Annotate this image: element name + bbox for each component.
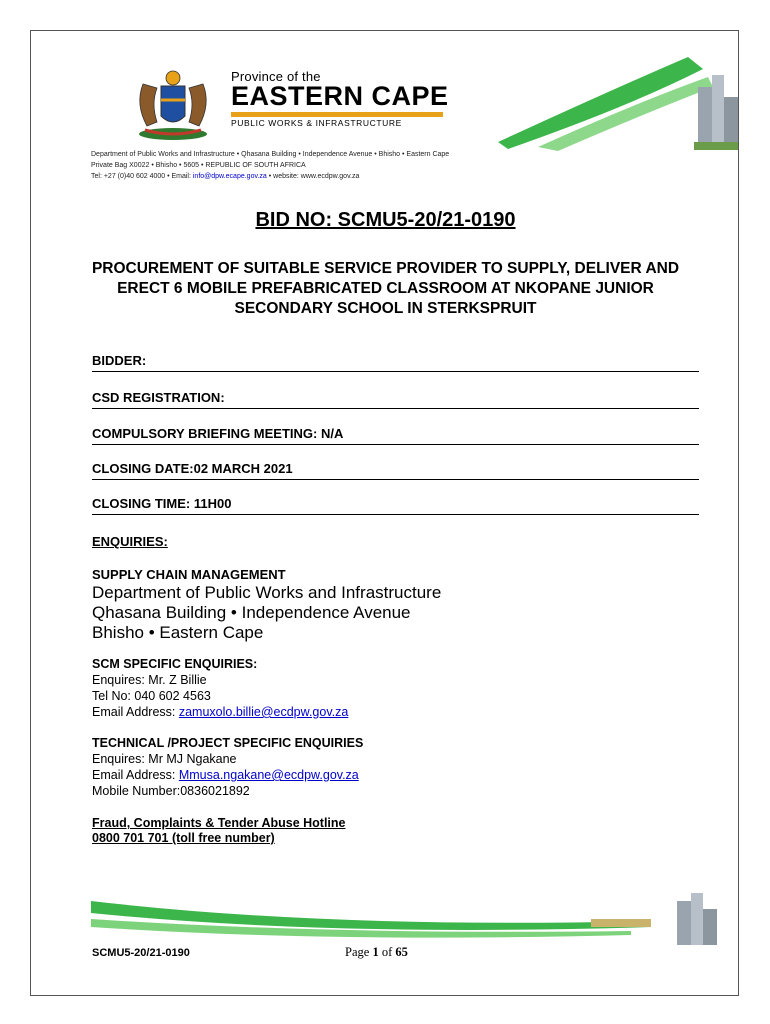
scm-specific-block	[92, 672, 348, 720]
fraud-hotline-number: 0800 701 701 (toll free number)	[92, 831, 275, 845]
dept-line-2: Qhasana Building • Independence Avenue	[92, 603, 411, 622]
procurement-title: PROCUREMENT OF SUITABLE SERVICE PROVIDER TO SUPPLY, DELIVER AND ERECT 6 MOBILE PREFABRICATED CLASSROOM AT NKOPANE JUNIOR SECONDARY SCHOOL IN STERKSPRUIT	[91, 260, 680, 317]
logo-eastern-cape-text: EASTERN CAPE	[231, 81, 449, 111]
enquiries-heading: ENQUIRIES:	[92, 534, 168, 549]
tech-email-link[interactable]: Mmusa.ngakane@ecdpw.gov.za	[178, 768, 359, 782]
address-website-text: • website: www.ecdpw.gov.za	[266, 173, 360, 180]
technical-block	[92, 751, 359, 799]
bidder-field: BIDDER:	[92, 353, 699, 372]
fraud-hotline	[92, 816, 346, 846]
department-address	[91, 149, 449, 182]
scm-email-line	[92, 704, 348, 720]
page-current: 1	[372, 945, 379, 959]
dept-line-1: Department of Public Works and Infrastructure	[92, 583, 442, 602]
closing-time-field: CLOSING TIME: 11H00	[92, 496, 699, 515]
page-prefix: Page	[345, 945, 373, 959]
scm-email-link[interactable]: zamuxolo.billie@ecdpw.gov.za	[178, 705, 349, 719]
scm-email-label: Email Address:	[92, 705, 179, 719]
department-logo	[123, 64, 453, 144]
technical-heading: TECHNICAL /PROJECT SPECIFIC ENQUIRIES	[92, 736, 364, 750]
scm-enquires: Enquires: Mr. Z Billie	[92, 673, 207, 687]
address-line-2: Private Bag X0022 • Bhisho • 5605 • REPUBLIC OF SOUTH AFRICA	[91, 162, 306, 169]
tech-mobile: Mobile Number:0836021892	[92, 784, 250, 798]
fraud-hotline-title: Fraud, Complaints & Tender Abuse Hotline	[92, 816, 346, 830]
logo-province-text: Province of the	[231, 69, 321, 84]
dept-line-3: Bhisho • Eastern Cape	[92, 623, 264, 642]
logo-accent-bar	[231, 112, 443, 117]
closing-date-field: CLOSING DATE:02 MARCH 2021	[92, 461, 699, 480]
footer-bid-reference: SCMU5-20/21-0190	[92, 947, 190, 959]
coat-of-arms-icon	[123, 64, 223, 142]
briefing-meeting-field: COMPULSORY BRIEFING MEETING: N/A	[92, 426, 699, 445]
address-email-link[interactable]: info@dpw.ecape.gov.za	[192, 173, 267, 180]
logo-department-text: PUBLIC WORKS & INFRASTRUCTURE	[231, 118, 402, 128]
header-green-swoosh-graphic	[498, 47, 738, 157]
csd-registration-field: CSD REGISTRATION:	[92, 390, 699, 409]
address-line-3	[91, 171, 449, 182]
footer-page-number	[345, 945, 408, 960]
address-tel-text: Tel: +27 (0)40 602 4000 • Email:	[91, 173, 193, 180]
tech-email-line	[92, 767, 359, 783]
scm-specific-heading: SCM SPECIFIC ENQUIRIES:	[92, 657, 258, 671]
tech-email-label: Email Address:	[92, 768, 179, 782]
department-block	[92, 583, 441, 643]
footer-green-swoosh-graphic	[31, 891, 739, 951]
page-of: of	[378, 945, 396, 959]
page-total: 65	[395, 945, 408, 959]
scm-heading: SUPPLY CHAIN MANAGEMENT	[92, 567, 286, 582]
address-line-1: Department of Public Works and Infrastructure • Qhasana Building • Independence Avenue • Bhisho • Eastern Cape	[91, 151, 450, 158]
scm-tel: Tel No: 040 602 4563	[92, 689, 211, 703]
document-page	[30, 30, 739, 996]
tech-enquires: Enquires: Mr MJ Ngakane	[92, 752, 237, 766]
bid-number-heading: BID NO: SCMU5-20/21-0190	[255, 209, 516, 231]
